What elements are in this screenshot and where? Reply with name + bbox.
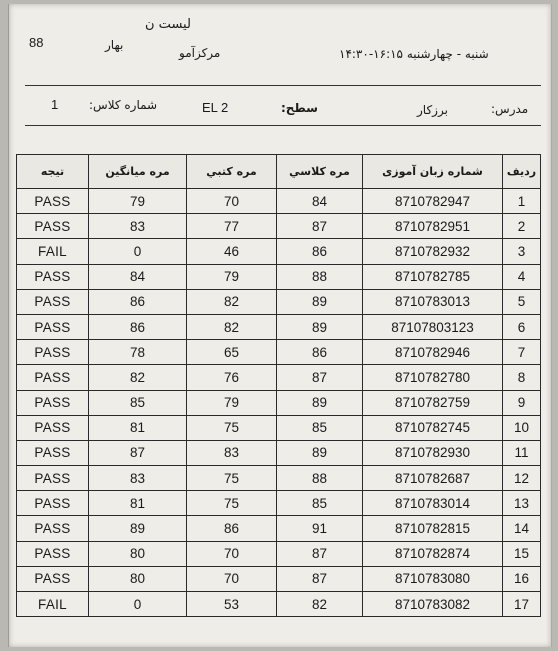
cell-written-score: 75 xyxy=(187,415,277,440)
cell-class-score: 86 xyxy=(277,239,363,264)
table-row xyxy=(17,440,541,465)
cell-row-number: 17 xyxy=(503,592,541,617)
cell-written-score: 83 xyxy=(187,440,277,465)
cell-result: PASS xyxy=(17,440,89,465)
cell-written-score: 86 xyxy=(187,516,277,541)
table-row xyxy=(17,289,541,314)
header-row-number: ردیف xyxy=(503,155,541,189)
cell-student-id: 8710782930 xyxy=(363,440,503,465)
cell-written-score: 70 xyxy=(187,189,277,214)
cell-row-number: 11 xyxy=(503,440,541,465)
cell-row-number: 12 xyxy=(503,466,541,491)
cell-student-id: 8710783082 xyxy=(363,592,503,617)
cell-written-score: 65 xyxy=(187,340,277,365)
cell-result: PASS xyxy=(17,415,89,440)
cell-row-number: 13 xyxy=(503,491,541,516)
table-row xyxy=(17,491,541,516)
table-row xyxy=(17,264,541,289)
cell-result: FAIL xyxy=(17,592,89,617)
cell-result: PASS xyxy=(17,516,89,541)
cell-written-score: 53 xyxy=(187,592,277,617)
cell-class-score: 84 xyxy=(277,189,363,214)
cell-student-id: 8710782687 xyxy=(363,466,503,491)
cell-result: PASS xyxy=(17,491,89,516)
cell-result: PASS xyxy=(17,214,89,239)
table-body xyxy=(17,189,541,617)
table-row xyxy=(17,214,541,239)
cell-row-number: 7 xyxy=(503,340,541,365)
table-header-row xyxy=(17,155,541,189)
cell-student-id: 8710783080 xyxy=(363,566,503,591)
table-row xyxy=(17,566,541,591)
cell-student-id: 8710782745 xyxy=(363,415,503,440)
grades-table xyxy=(16,154,541,617)
cell-written-score: 79 xyxy=(187,390,277,415)
cell-row-number: 9 xyxy=(503,390,541,415)
cell-student-id: 8710782785 xyxy=(363,264,503,289)
header-written-score: مره کتبي xyxy=(187,155,277,189)
cell-row-number: 1 xyxy=(503,189,541,214)
cell-student-id: 8710782815 xyxy=(363,516,503,541)
cell-row-number: 5 xyxy=(503,289,541,314)
cell-row-number: 15 xyxy=(503,541,541,566)
cell-result: PASS xyxy=(17,566,89,591)
cell-written-score: 70 xyxy=(187,541,277,566)
cell-average: 78 xyxy=(89,340,187,365)
cell-student-id: 8710782947 xyxy=(363,189,503,214)
cell-class-score: 87 xyxy=(277,566,363,591)
level-value: EL 2 xyxy=(202,100,229,115)
cell-average: 86 xyxy=(89,314,187,339)
cell-average: 81 xyxy=(89,491,187,516)
cell-average: 85 xyxy=(89,390,187,415)
cell-average: 0 xyxy=(89,592,187,617)
cell-class-score: 89 xyxy=(277,314,363,339)
class-number-value: 1 xyxy=(51,97,59,112)
cell-result: PASS xyxy=(17,314,89,339)
cell-student-id: 8710782951 xyxy=(363,214,503,239)
cell-row-number: 16 xyxy=(503,566,541,591)
cell-written-score: 79 xyxy=(187,264,277,289)
header-class-score: مره کلاسي xyxy=(277,155,363,189)
cell-row-number: 14 xyxy=(503,516,541,541)
cell-student-id: 8710782780 xyxy=(363,365,503,390)
cell-class-score: 87 xyxy=(277,214,363,239)
term-season: بهار xyxy=(105,38,124,52)
cell-class-score: 85 xyxy=(277,415,363,440)
cell-written-score: 82 xyxy=(187,289,277,314)
cell-written-score: 70 xyxy=(187,566,277,591)
table-row xyxy=(17,516,541,541)
term-number: 88 xyxy=(29,35,44,50)
cell-average: 86 xyxy=(89,289,187,314)
cell-result: PASS xyxy=(17,289,89,314)
header-result: تیجه xyxy=(17,155,89,189)
cell-class-score: 86 xyxy=(277,340,363,365)
cell-average: 0 xyxy=(89,239,187,264)
cell-row-number: 2 xyxy=(503,214,541,239)
cell-row-number: 4 xyxy=(503,264,541,289)
cell-class-score: 88 xyxy=(277,466,363,491)
cell-average: 79 xyxy=(89,189,187,214)
level-label: سطح: xyxy=(281,101,318,115)
cell-student-id: 8710783014 xyxy=(363,491,503,516)
cell-written-score: 82 xyxy=(187,314,277,339)
table-row xyxy=(17,466,541,491)
cell-row-number: 3 xyxy=(503,239,541,264)
class-number-label: شماره کلاس: xyxy=(89,98,158,112)
class-schedule: شنبه - چهارشنبه ۱۶:۱۵-۱۴:۳۰ xyxy=(339,47,489,61)
cell-written-score: 46 xyxy=(187,239,277,264)
cell-average: 83 xyxy=(89,214,187,239)
cell-result: PASS xyxy=(17,541,89,566)
cell-result: PASS xyxy=(17,365,89,390)
header-student-id: شماره زبان آموزی xyxy=(363,155,503,189)
header-average: مره میانگین xyxy=(89,155,187,189)
center-name: مرکزآمو xyxy=(179,46,221,60)
table-row xyxy=(17,365,541,390)
cell-student-id: 87107803123 xyxy=(363,314,503,339)
table-row xyxy=(17,541,541,566)
cell-class-score: 88 xyxy=(277,264,363,289)
cell-row-number: 10 xyxy=(503,415,541,440)
cell-written-score: 75 xyxy=(187,491,277,516)
document-title: لیست ن xyxy=(145,17,191,32)
cell-average: 84 xyxy=(89,264,187,289)
cell-student-id: 8710782932 xyxy=(363,239,503,264)
cell-result: PASS xyxy=(17,390,89,415)
cell-class-score: 89 xyxy=(277,440,363,465)
cell-class-score: 85 xyxy=(277,491,363,516)
cell-student-id: 8710782874 xyxy=(363,541,503,566)
cell-average: 82 xyxy=(89,365,187,390)
cell-class-score: 89 xyxy=(277,289,363,314)
cell-result: FAIL xyxy=(17,239,89,264)
cell-average: 87 xyxy=(89,440,187,465)
cell-class-score: 87 xyxy=(277,541,363,566)
cell-result: PASS xyxy=(17,466,89,491)
cell-written-score: 77 xyxy=(187,214,277,239)
cell-student-id: 8710783013 xyxy=(363,289,503,314)
table-row xyxy=(17,390,541,415)
table-row xyxy=(17,592,541,617)
cell-row-number: 8 xyxy=(503,365,541,390)
table-row xyxy=(17,415,541,440)
cell-class-score: 91 xyxy=(277,516,363,541)
cell-class-score: 89 xyxy=(277,390,363,415)
cell-average: 80 xyxy=(89,541,187,566)
cell-average: 89 xyxy=(89,516,187,541)
cell-class-score: 87 xyxy=(277,365,363,390)
cell-student-id: 8710782759 xyxy=(363,390,503,415)
table-row xyxy=(17,340,541,365)
table-row xyxy=(17,189,541,214)
cell-written-score: 76 xyxy=(187,365,277,390)
cell-average: 83 xyxy=(89,466,187,491)
cell-written-score: 75 xyxy=(187,466,277,491)
info-divider xyxy=(25,125,541,126)
table-row xyxy=(17,239,541,264)
cell-student-id: 8710782946 xyxy=(363,340,503,365)
cell-class-score: 82 xyxy=(277,592,363,617)
header-divider xyxy=(25,85,541,86)
table-row xyxy=(17,314,541,339)
cell-row-number: 6 xyxy=(503,314,541,339)
teacher-label: مدرس: xyxy=(491,102,529,116)
cell-result: PASS xyxy=(17,340,89,365)
teacher-name: برزکار xyxy=(417,103,448,117)
cell-result: PASS xyxy=(17,264,89,289)
cell-average: 81 xyxy=(89,415,187,440)
cell-result: PASS xyxy=(17,189,89,214)
cell-average: 80 xyxy=(89,566,187,591)
